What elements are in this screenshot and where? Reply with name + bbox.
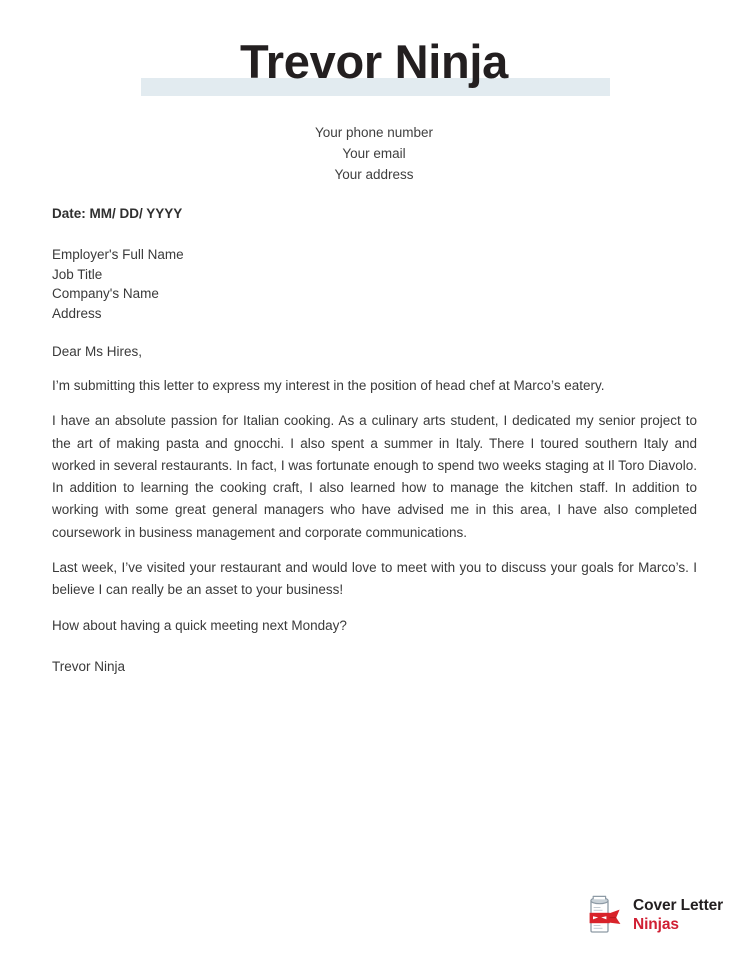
brand-logo <box>578 892 723 938</box>
salutation: Dear Ms Hires, <box>52 344 143 359</box>
ninja-scroll-icon <box>578 892 624 938</box>
recipient-address: Address <box>52 305 102 321</box>
logo-text-cover-letter: Cover Letter <box>633 897 724 914</box>
paragraph-experience: I have an absolute passion for Italian cooking. As a culinary arts student, I dedicated my senior project to the art of making pasta and gnocchi. I also spent a summer in Italy. There I toured southern Italy and worked in several restaurants. In fact, I was fortunate enough to spend two weeks staging at Il Toro Diavolo. In addition to learning the cooking craft, I also learned how to manage the kitchen staff. In addition to working with some great general managers who have advised me in this area, I have also completed coursework in business management and corporate communications. <box>52 413 697 540</box>
page-title: Trevor Ninja <box>239 35 509 88</box>
date-line: Date: MM/ DD/ YYYY <box>52 206 183 221</box>
contact-address: Your address <box>334 167 414 182</box>
name-block <box>0 34 748 100</box>
recipient-block <box>52 245 697 323</box>
recipient-name: Employer's Full Name <box>52 247 184 262</box>
recipient-company: Company's Name <box>52 286 159 301</box>
signature: Trevor Ninja <box>52 658 126 674</box>
contact-email: Your email <box>342 146 406 161</box>
logo-wordmark <box>633 898 723 932</box>
letter-body <box>52 204 697 677</box>
contact-block <box>0 122 748 185</box>
recipient-job-title: Job Title <box>52 266 103 282</box>
contact-phone: Your phone number <box>314 125 434 140</box>
letter-header <box>0 0 748 185</box>
paragraph-call-to-action: How about having a quick meeting next Monday? <box>52 617 347 633</box>
logo-text-ninjas: Ninjas <box>633 915 679 933</box>
paragraph-closing: Last week, I’ve visited your restaurant and would love to meet with you to discuss your goals for Marco’s. I believe I can really be an asset to your business! <box>52 560 697 598</box>
paragraph-intro: I’m submitting this letter to express my interest in the position of head chef at Marco’s eatery. <box>52 378 605 393</box>
